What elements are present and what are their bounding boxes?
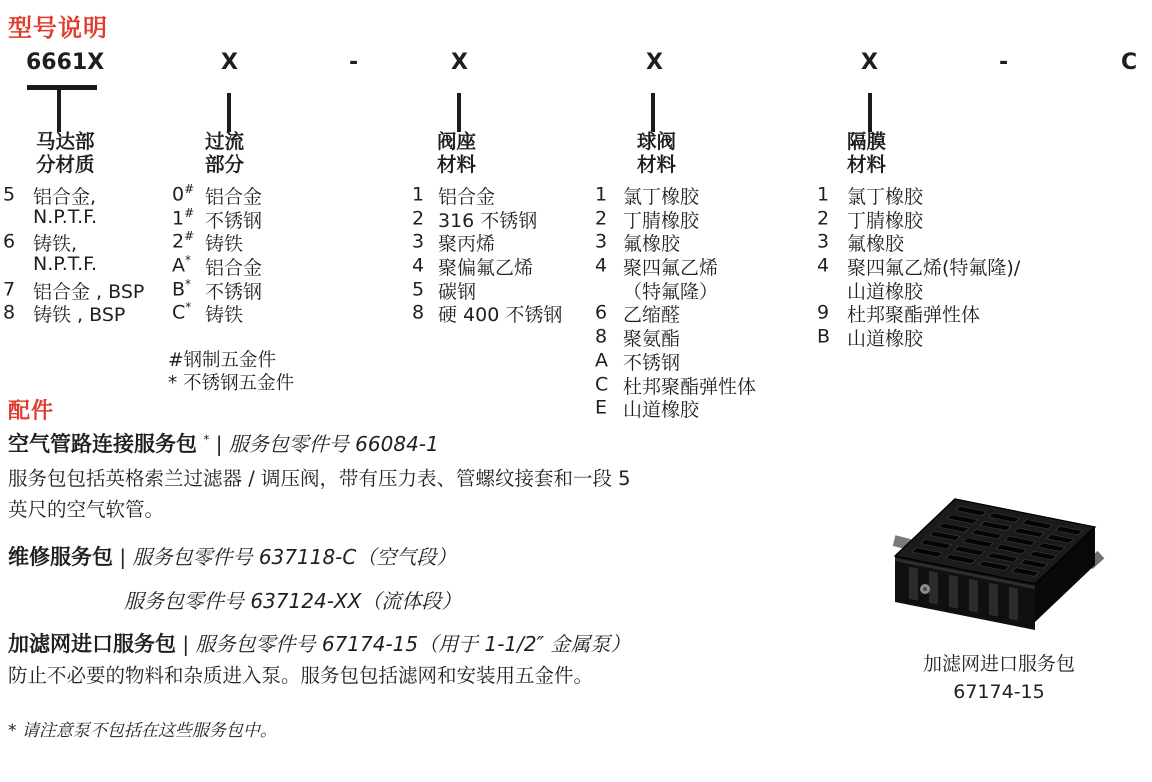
- note-steel-hardware: #钢制五金件: [168, 350, 277, 371]
- material-option-row: [817, 277, 1020, 301]
- option-label: 山道橡胶: [847, 328, 924, 351]
- kit-strainer-part-number: 服务包零件号 67174-15（用于 1-1/2″ 金属泵）: [195, 632, 631, 656]
- material-option-row: [595, 324, 756, 351]
- option-code: 7: [3, 278, 16, 301]
- option-code: C: [595, 372, 609, 395]
- material-option-row: [172, 253, 263, 280]
- option-code: 4: [595, 254, 608, 277]
- kit-repair-title-line: [8, 541, 456, 571]
- model-segment-ball: X: [646, 50, 663, 75]
- option-label: 山道橡胶: [847, 280, 924, 303]
- material-option-row: [817, 229, 1020, 256]
- option-label: 乙缩醛: [623, 304, 681, 327]
- option-code: 4: [817, 254, 830, 277]
- material-option-row: [3, 229, 144, 256]
- kit-strainer-description: 防止不必要的物料和杂质进入泵。服务包包括滤网和安装用五金件。: [8, 664, 594, 687]
- material-option-row: [412, 229, 562, 256]
- material-option-row: [595, 395, 756, 422]
- material-list-wetted: [172, 182, 263, 327]
- material-option-row: [172, 300, 262, 327]
- option-label: 氟橡胶: [623, 233, 681, 256]
- separator-pipe: |: [215, 432, 223, 456]
- strainer-photo: [893, 489, 1105, 651]
- option-code: B: [817, 325, 831, 348]
- model-segment-motor: 6661X: [26, 50, 105, 75]
- option-label: 铝合金,: [33, 186, 97, 208]
- material-list-ball: [595, 182, 757, 422]
- photo-caption-name: 加滤网进口服务包: [922, 653, 1075, 675]
- option-label: （特氟隆）: [623, 280, 719, 303]
- option-code: 3: [412, 230, 425, 253]
- material-option-row: [412, 182, 562, 206]
- option-code: 6: [595, 301, 608, 324]
- material-option-row: [412, 300, 563, 327]
- kit-airline-part-number: 服务包零件号 66084-1: [228, 432, 439, 456]
- option-code: 3: [817, 230, 830, 253]
- photo-caption-part-number: 67174-15: [953, 681, 1045, 703]
- option-label: 铸铁: [205, 304, 244, 327]
- model-segment-seat: X: [451, 50, 468, 75]
- option-label: 碳钢: [438, 280, 477, 303]
- option-code: 4: [412, 254, 425, 277]
- connector-line-seat: [457, 93, 461, 132]
- option-label: 杜邦聚酯弹性体: [623, 375, 757, 398]
- material-option-row: [412, 277, 562, 301]
- option-label: 聚丙烯: [438, 233, 496, 256]
- column-header-wetted: 过流 部分: [205, 130, 245, 176]
- material-list-motor: [3, 182, 145, 327]
- material-option-row: [3, 300, 144, 327]
- option-code: 1#: [172, 205, 195, 230]
- option-label: 聚四氟乙烯(特氟隆)/: [847, 257, 1021, 280]
- column-header-seat: 阀座 材料: [437, 130, 477, 176]
- kit-airline-title: 空气管路连接服务包: [8, 432, 197, 456]
- kit-repair-title: 维修服务包: [8, 545, 113, 569]
- model-segment-dash2: -: [999, 50, 1009, 75]
- material-option-row: [412, 206, 562, 230]
- connector-line-motor: [57, 85, 61, 132]
- option-label: 不锈钢: [205, 209, 263, 232]
- option-code: 2: [817, 207, 830, 230]
- model-segment-suffix: C: [1121, 50, 1138, 75]
- option-label: 氯丁橡胶: [847, 186, 924, 208]
- material-option-row: [595, 229, 756, 256]
- material-option-row: [817, 182, 1020, 206]
- model-segment-diaphragm: X: [861, 50, 878, 75]
- hardware-notes: [168, 350, 294, 395]
- option-code: 1: [817, 183, 830, 206]
- material-option-row: [595, 300, 756, 327]
- material-option-row: [595, 348, 756, 372]
- option-label: 铸铁 , BSP: [33, 304, 126, 327]
- option-label: 不锈钢: [623, 351, 681, 374]
- option-label: 氟橡胶: [847, 233, 905, 256]
- material-option-row: [3, 277, 144, 301]
- option-label: 铝合金: [205, 257, 263, 280]
- option-label: 铝合金: [438, 186, 496, 208]
- column-header-motor: 马达部 分材质: [36, 130, 95, 176]
- option-code: B*: [172, 276, 192, 301]
- material-option-row: [172, 182, 262, 206]
- option-code: 3: [595, 230, 608, 253]
- option-code: 9: [817, 301, 830, 324]
- note-stainless-hardware: * 不锈钢五金件: [168, 372, 295, 394]
- connector-line-ball: [651, 93, 655, 132]
- material-list-seat: [412, 182, 563, 327]
- material-option-row: [172, 277, 262, 301]
- option-label: 聚氨酯: [623, 328, 681, 351]
- material-option-row: [817, 324, 1020, 351]
- connector-line-wetted: [227, 93, 231, 132]
- pump-not-included-footnote: * 请注意泵不包括在这些服务包中。: [8, 721, 277, 741]
- material-option-row: [172, 206, 262, 230]
- option-code: 2: [595, 207, 608, 230]
- material-option-row: [817, 300, 1020, 327]
- option-label: 铸铁,: [33, 233, 78, 256]
- option-label: 杜邦聚酯弹性体: [847, 304, 981, 327]
- option-code: 2#: [172, 229, 195, 253]
- kit-repair-part-number-air: 服务包零件号 637118-C（空气段）: [132, 545, 457, 569]
- model-segment-dash1: -: [349, 50, 359, 75]
- separator-pipe: |: [182, 632, 190, 656]
- option-label: 铝合金: [205, 186, 263, 208]
- material-option-row: [595, 182, 756, 206]
- kit-airline-description: 服务包包括英格索兰过滤器 / 调压阀，带有压力表、管螺纹接套和一段 5 英尺的空气软管。: [8, 467, 631, 521]
- connector-bar-motor: [27, 85, 97, 90]
- option-label: 铝合金 , BSP: [33, 280, 145, 303]
- option-code: 2: [412, 207, 425, 230]
- option-label: 氯丁橡胶: [623, 186, 700, 208]
- option-label: 聚偏氟乙烯: [438, 257, 534, 280]
- option-code: 8: [595, 325, 608, 348]
- option-code: E: [595, 396, 608, 419]
- material-option-row: [595, 253, 756, 280]
- option-label: 山道橡胶: [623, 399, 700, 422]
- kit-strainer-title: 加滤网进口服务包: [8, 632, 176, 656]
- material-option-row: [817, 206, 1020, 230]
- column-header-ball: 球阀 材料: [637, 130, 677, 176]
- option-code: 5: [412, 278, 425, 301]
- strainer-photo-graphic: [893, 489, 1105, 647]
- page-title: 型号说明: [8, 14, 108, 42]
- material-option-row: [817, 253, 1021, 280]
- model-segment-wetted: X: [221, 50, 238, 75]
- option-label: 硬 400 不锈钢: [438, 304, 563, 327]
- kit-airline-title-line: [8, 428, 439, 458]
- material-option-row: [595, 206, 756, 230]
- option-code: 1: [412, 183, 425, 206]
- kit-strainer-title-line: [8, 628, 630, 658]
- material-option-row: [3, 182, 144, 206]
- option-label: 丁腈橡胶: [847, 209, 924, 232]
- accessories-heading: 配件: [8, 399, 55, 424]
- option-code: 5: [3, 183, 16, 206]
- material-option-row: [595, 277, 756, 301]
- material-list-diaphragm: [817, 182, 1021, 351]
- option-code: 8: [3, 301, 16, 324]
- option-code: A*: [172, 253, 191, 277]
- option-label: 聚四氟乙烯: [623, 257, 719, 280]
- material-option-row: [172, 229, 262, 256]
- separator-pipe: |: [119, 545, 127, 569]
- photo-caption: [883, 650, 1115, 706]
- option-code: 1: [595, 183, 608, 206]
- option-label: 316 不锈钢: [438, 209, 538, 232]
- option-label: 不锈钢: [205, 280, 263, 303]
- option-code: 6: [3, 230, 16, 253]
- material-option-row: [3, 206, 144, 230]
- option-code: A: [595, 349, 608, 372]
- material-option-row: [412, 253, 562, 280]
- option-label: 丁腈橡胶: [623, 209, 700, 232]
- column-header-diaphragm: 隔膜 材料: [847, 130, 887, 176]
- material-option-row: [3, 253, 144, 277]
- kit-repair-part-number-fluid: 服务包零件号 637124-XX（流体段）: [124, 589, 462, 613]
- option-code: C*: [172, 300, 192, 324]
- option-label: N.P.T.F.: [33, 253, 98, 276]
- material-option-row: [595, 372, 756, 396]
- kit-airline-footnote-mark: *: [203, 432, 210, 447]
- option-code: 8: [412, 301, 425, 324]
- option-label: N.P.T.F.: [33, 205, 98, 228]
- option-code: 0#: [172, 182, 195, 206]
- connector-line-diaphragm: [868, 93, 872, 132]
- option-label: 铸铁: [205, 233, 244, 256]
